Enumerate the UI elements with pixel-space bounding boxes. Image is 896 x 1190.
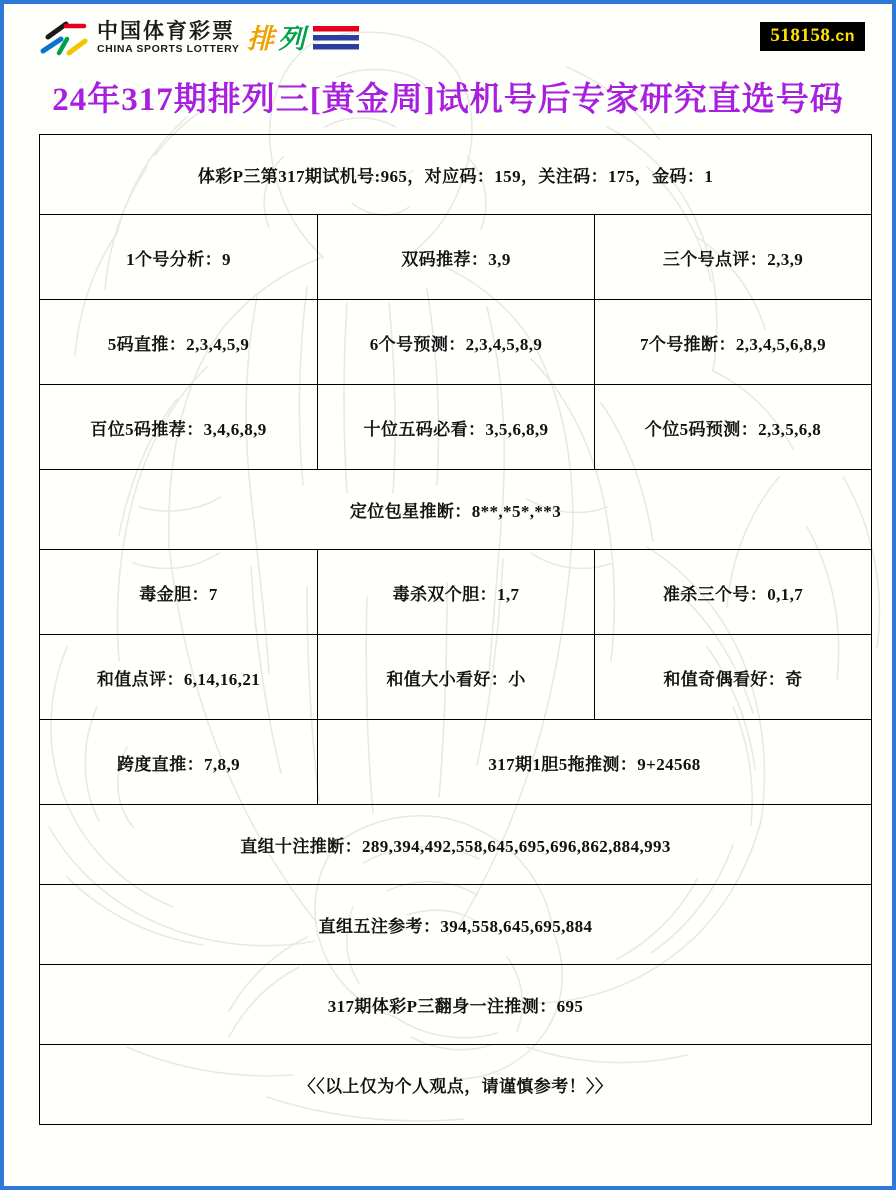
logo-brand-text — [97, 21, 239, 55]
table-cell: 6个号预测：2,3,4,5,8,9 — [318, 300, 595, 385]
table-cell: 直组五注参考：394,558,645,695,884 — [40, 885, 872, 965]
table-cell: 和值奇偶看好：奇 — [595, 635, 872, 720]
table-cell: 317期1胆5拖推测：9+24568 — [318, 720, 872, 805]
svg-text:排: 排 — [247, 24, 275, 54]
table-cell: 5码直推：2,3,4,5,9 — [40, 300, 318, 385]
table-row — [40, 470, 872, 550]
table-row — [40, 885, 872, 965]
table-cell: 跨度直推：7,8,9 — [40, 720, 318, 805]
table-cell: 毒金胆：7 — [40, 550, 318, 635]
table-row — [40, 805, 872, 885]
table-cell: 双码推荐：3,9 — [318, 215, 595, 300]
site-badge-tld: .cn — [830, 28, 855, 45]
page-header — [7, 7, 889, 71]
table-row — [40, 1045, 872, 1125]
page-inner — [4, 4, 892, 1186]
prediction-table — [39, 134, 872, 1125]
table-cell: 体彩P三第317期试机号:965，对应码：159，关注码：175，金码：1 — [40, 135, 872, 215]
table-cell: 三个号点评：2,3,9 — [595, 215, 872, 300]
table-row — [40, 385, 872, 470]
table-row — [40, 215, 872, 300]
table-cell: 毒杀双个胆：1,7 — [318, 550, 595, 635]
table-cell: 7个号推断：2,3,4,5,6,8,9 — [595, 300, 872, 385]
lottery-logo — [39, 15, 367, 61]
table-cell: 和值点评：6,14,16,21 — [40, 635, 318, 720]
table-cell: 和值大小看好：小 — [318, 635, 595, 720]
table-cell: 1个号分析：9 — [40, 215, 318, 300]
table-row — [40, 635, 872, 720]
logo-brand-cn: 中国体育彩票 — [97, 20, 235, 44]
table-row — [40, 965, 872, 1045]
table-cell: 直组十注推断：289,394,492,558,645,695,696,862,884,993 — [40, 805, 872, 885]
table-cell: 个位5码预测：2,3,5,6,8 — [595, 385, 872, 470]
logo-brand-en: CHINA SPORTS LOTTERY — [97, 43, 240, 56]
table-cell: 十位五码必看：3,5,6,8,9 — [318, 385, 595, 470]
china-sports-lottery-icon — [39, 17, 91, 59]
prediction-table-body — [40, 135, 872, 1125]
site-badge-number: 518158 — [770, 25, 831, 46]
table-cell: 百位5码推荐：3,4,6,8,9 — [40, 385, 318, 470]
table-row — [40, 550, 872, 635]
game-name-wordmark — [247, 18, 367, 58]
table-cell: 定位包星推断：8**,*5*,**3 — [40, 470, 872, 550]
table-row — [40, 300, 872, 385]
site-watermark-badge — [760, 22, 865, 51]
table-cell: 317期体彩P三翻身一注推测：695 — [40, 965, 872, 1045]
table-row — [40, 135, 872, 215]
table-row — [40, 720, 872, 805]
svg-text:列: 列 — [278, 24, 306, 54]
table-cell: 〈〈以上仅为个人观点，请谨慎参考！〉〉 — [40, 1045, 872, 1125]
table-cell: 准杀三个号：0,1,7 — [595, 550, 872, 635]
page-title: 24年317期排列三[黄金周]试机号后专家研究直选号码 — [52, 82, 844, 118]
prediction-table-wrapper — [39, 134, 857, 1125]
